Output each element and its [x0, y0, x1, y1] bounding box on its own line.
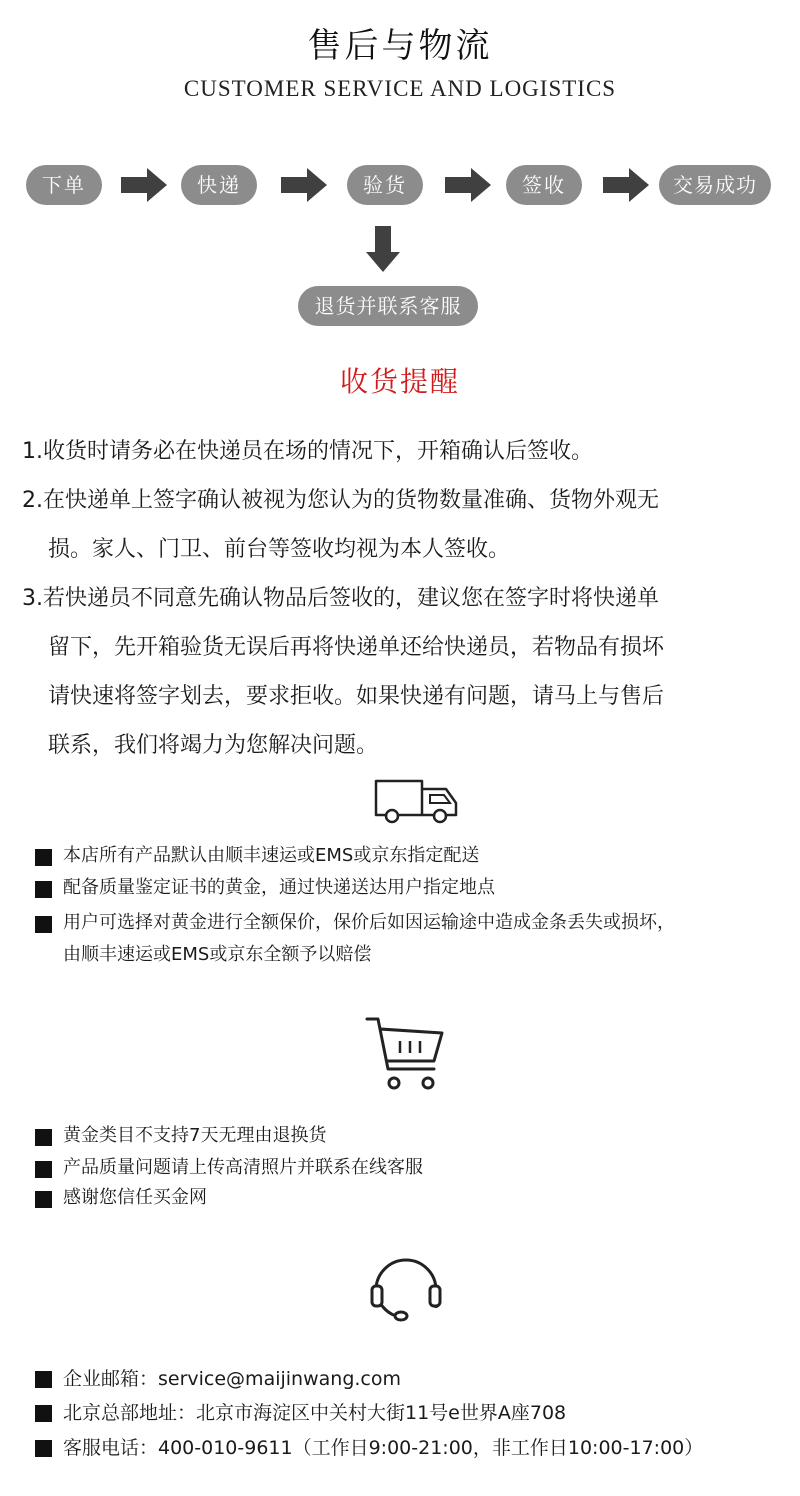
bullet-square-icon	[35, 1405, 52, 1422]
bullet-square-icon	[35, 1191, 52, 1208]
arrow-right-icon	[281, 168, 327, 202]
bullet-square-icon	[35, 849, 52, 866]
shipping-item: 本店所有产品默认由顺丰速运或EMS或京东指定配送	[35, 843, 479, 869]
arrow-right-icon	[603, 168, 649, 202]
arrow-right-icon	[121, 168, 167, 202]
bullet-square-icon	[35, 916, 52, 933]
step-sign: 签收	[506, 165, 582, 205]
arrow-down-icon	[366, 226, 400, 272]
reminder-item-1: 1.收货时请务必在快递员在场的情况下，开箱确认后签收。	[22, 439, 594, 464]
arrow-right-icon	[445, 168, 491, 202]
truck-icon	[370, 775, 462, 825]
headset-icon	[366, 1250, 446, 1324]
contact-phone: 客服电话：400-010-9611（工作日9:00-21:00，非工作日10:00-17:00）	[35, 1435, 703, 1461]
bullet-square-icon	[35, 1371, 52, 1388]
purchase-item: 产品质量问题请上传高清照片并联系在线客服	[35, 1155, 423, 1181]
step-express: 快递	[181, 165, 257, 205]
contact-address: 北京总部地址：北京市海淀区中关村大街11号e世界A座708	[35, 1400, 566, 1426]
page-title: 售后与物流	[307, 26, 493, 66]
step-complete: 交易成功	[659, 165, 771, 205]
step-inspect: 验货	[347, 165, 423, 205]
reminder-item-2: 2.在快递单上签字确认被视为您认为的货物数量准确、货物外观无 损。家人、门卫、前台等签收均视为本人签收。	[22, 488, 660, 562]
step-order: 下单	[26, 165, 102, 205]
page-subtitle: CUSTOMER SERVICE AND LOGISTICS	[183, 76, 617, 101]
bullet-square-icon	[35, 1129, 52, 1146]
shopping-cart-icon	[364, 1013, 448, 1093]
step-return: 退货并联系客服	[298, 286, 478, 326]
bullet-square-icon	[35, 1440, 52, 1457]
bullet-square-icon	[35, 881, 52, 898]
shipping-item: 用户可选择对黄金进行全额保价，保价后如因运输途中造成金条丢失或损坏， 由顺丰速运或EMS或京东全额予以赔偿	[35, 910, 675, 968]
purchase-item: 黄金类目不支持7天无理由退换货	[35, 1123, 326, 1149]
purchase-item: 感谢您信任买金网	[35, 1185, 207, 1211]
bullet-square-icon	[35, 1161, 52, 1178]
reminder-item-3: 3.若快递员不同意先确认物品后签收的，建议您在签字时将快递单 留下，先开箱验货无误后再将快递单还给快递员，若物品有损坏 请快速将签字划去，要求拒收。如果快递有问题，请马上与售后 联系，我们将竭力为您解决问题。	[22, 586, 665, 758]
shipping-item: 配备质量鉴定证书的黄金，通过快递送达用户指定地点	[35, 875, 495, 901]
contact-email: 企业邮箱：service@maijinwang.com	[35, 1366, 401, 1392]
reminder-title: 收货提醒	[339, 365, 460, 398]
